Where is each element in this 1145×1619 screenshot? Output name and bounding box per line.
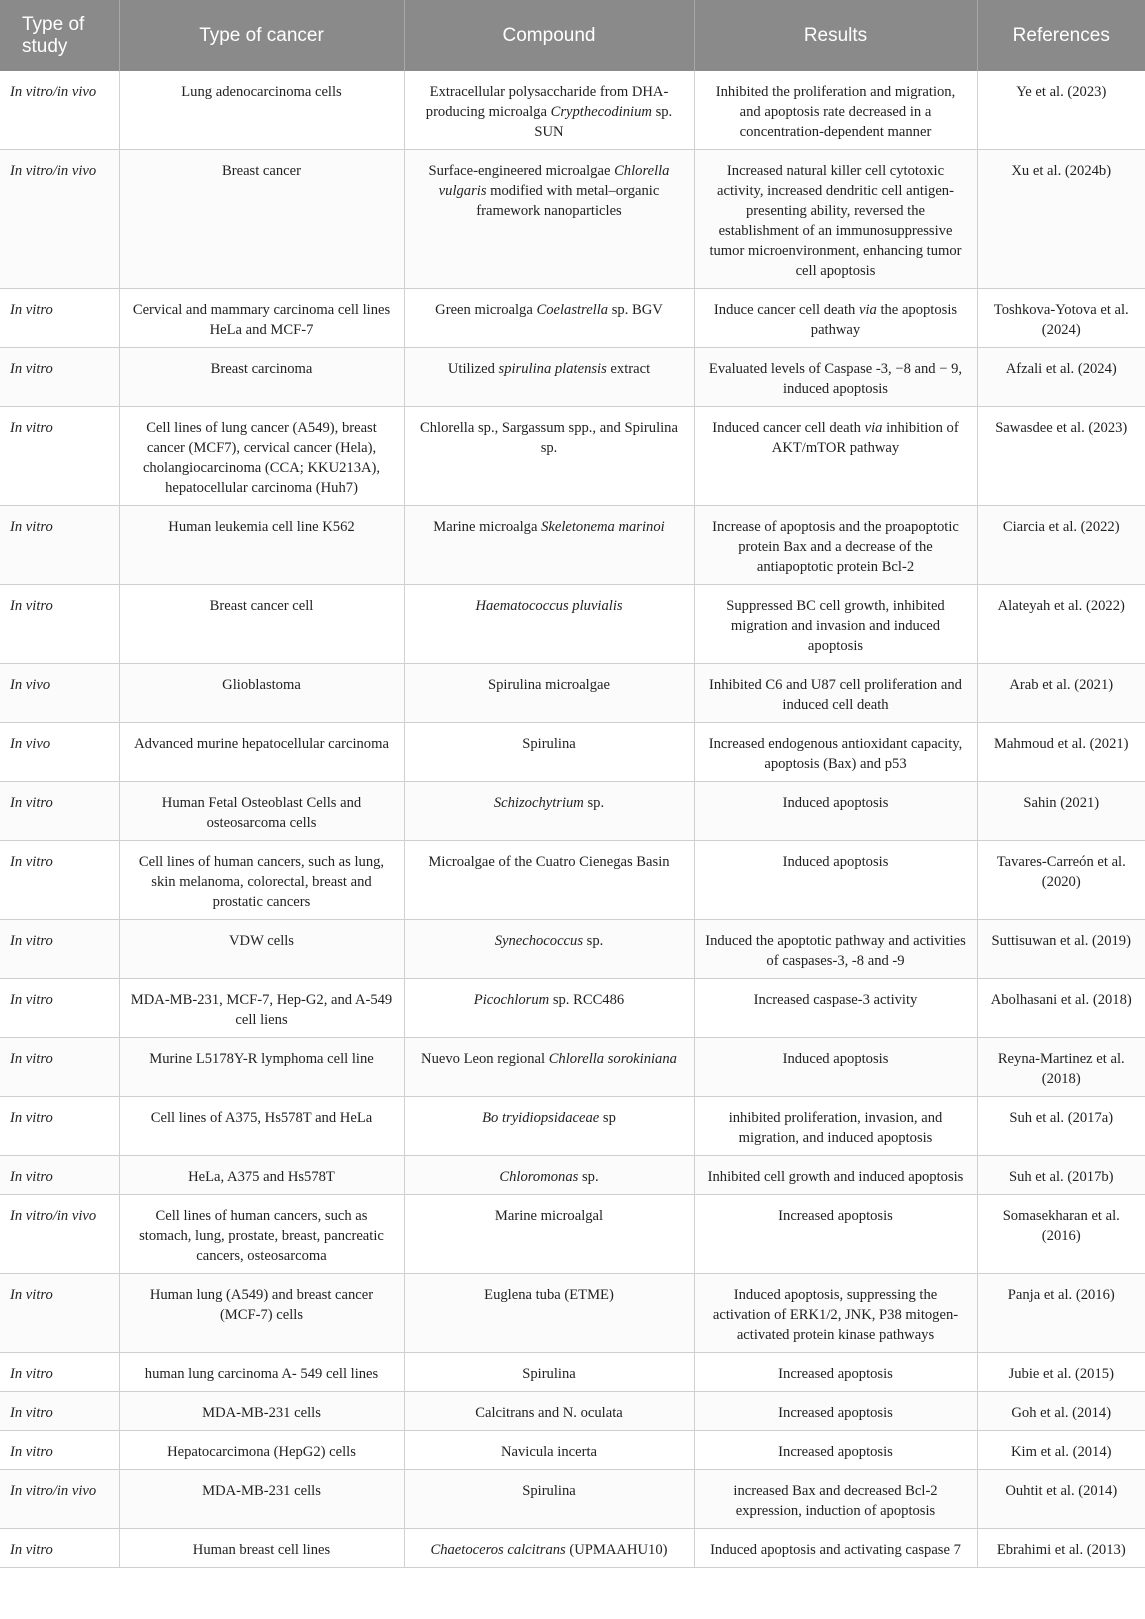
- table-row: [0, 1274, 1145, 1353]
- reference-cell: Suh et al. (2017b): [977, 1156, 1145, 1195]
- study-type-cell: In vitro/in vivo: [0, 71, 119, 150]
- study-type-cell: In vitro: [0, 1097, 119, 1156]
- reference-cell: Ebrahimi et al. (2013): [977, 1529, 1145, 1568]
- results-cell: [694, 1038, 977, 1097]
- header-compound: Compound: [404, 0, 694, 71]
- reference-cell: Kim et al. (2014): [977, 1431, 1145, 1470]
- compound-cell: [404, 1392, 694, 1431]
- compound-text: Navicula incerta: [500, 1444, 598, 1460]
- compound-cell: [404, 71, 694, 150]
- table-row: [0, 782, 1145, 841]
- results-text: Increase of apoptosis and the proapoptotic protein Bax and a decrease of the antiapoptotic protein Bcl-2: [712, 519, 959, 575]
- compound-text: Marine microalga: [433, 519, 542, 535]
- study-type-cell: In vitro: [0, 1353, 119, 1392]
- study-type-cell: In vitro: [0, 1274, 119, 1353]
- cancer-type-cell: Lung adenocarcinoma cells: [119, 71, 404, 150]
- table-row: [0, 664, 1145, 723]
- table-row: [0, 1353, 1145, 1392]
- cancer-type-cell: human lung carcinoma A- 549 cell lines: [119, 1353, 404, 1392]
- compound-text: Coelastrella: [536, 302, 609, 318]
- compound-cell: [404, 348, 694, 407]
- table-row: [0, 1195, 1145, 1274]
- compound-cell: [404, 150, 694, 289]
- results-cell: [694, 407, 977, 506]
- compound-cell: [404, 506, 694, 585]
- compound-cell: [404, 1274, 694, 1353]
- study-type-cell: In vitro: [0, 920, 119, 979]
- compound-text: Extracellular polysaccharide from DHA-producing microalga: [425, 84, 669, 120]
- compound-text: sp.: [583, 933, 604, 949]
- results-text: Induced cancer cell death: [712, 420, 865, 436]
- cancer-type-cell: VDW cells: [119, 920, 404, 979]
- compound-text: Chaetoceros calcitrans: [430, 1542, 566, 1558]
- results-cell: [694, 585, 977, 664]
- results-text: Evaluated levels of Caspase -3, −8 and − 9, induced apoptosis: [708, 361, 963, 397]
- results-text: via: [864, 420, 883, 436]
- header-references: References: [977, 0, 1145, 71]
- study-type-cell: In vitro: [0, 782, 119, 841]
- results-cell: [694, 782, 977, 841]
- study-type-cell: In vivo: [0, 664, 119, 723]
- results-cell: [694, 841, 977, 920]
- compound-text: extract: [606, 361, 651, 377]
- compound-text: Skeletonema marinoi: [541, 519, 665, 535]
- results-cell: [694, 1274, 977, 1353]
- cancer-type-cell: Breast cancer: [119, 150, 404, 289]
- compound-text: Spirulina microalgae: [488, 677, 610, 693]
- compound-cell: [404, 289, 694, 348]
- cancer-type-cell: MDA-MB-231 cells: [119, 1392, 404, 1431]
- results-text: Increased apoptosis: [778, 1405, 893, 1421]
- compound-cell: [404, 585, 694, 664]
- compound-text: sp: [599, 1110, 616, 1126]
- results-cell: [694, 150, 977, 289]
- compound-text: Spirulina: [522, 736, 576, 752]
- reference-cell: Mahmoud et al. (2021): [977, 723, 1145, 782]
- study-type-cell: In vitro: [0, 506, 119, 585]
- cancer-type-cell: Cell lines of human cancers, such as stomach, lung, prostate, breast, pancreatic cancers, osteosarcoma: [119, 1195, 404, 1274]
- compound-cell: [404, 1529, 694, 1568]
- results-text: Inhibited the proliferation and migration, and apoptosis rate decreased in a concentration-dependent manner: [715, 84, 956, 140]
- compound-text: sp.: [583, 795, 605, 811]
- header-results: Results: [694, 0, 977, 71]
- study-type-cell: In vitro: [0, 979, 119, 1038]
- study-type-cell: In vitro/in vivo: [0, 150, 119, 289]
- results-text: via: [858, 302, 877, 318]
- results-cell: [694, 289, 977, 348]
- table-row: [0, 1529, 1145, 1568]
- compound-cell: [404, 1431, 694, 1470]
- reference-cell: Reyna-Martinez et al. (2018): [977, 1038, 1145, 1097]
- results-text: Induced apoptosis and activating caspase 7: [710, 1542, 961, 1558]
- compound-cell: [404, 723, 694, 782]
- results-cell: [694, 1431, 977, 1470]
- results-text: inhibition of AKT/mTOR pathway: [771, 420, 959, 456]
- compound-text: (UPMAAHU10): [565, 1542, 668, 1558]
- header-row: [0, 0, 1145, 71]
- reference-cell: Ye et al. (2023): [977, 71, 1145, 150]
- reference-cell: Suh et al. (2017a): [977, 1097, 1145, 1156]
- cancer-type-cell: Advanced murine hepatocellular carcinoma: [119, 723, 404, 782]
- reference-cell: Sawasdee et al. (2023): [977, 407, 1145, 506]
- compound-text: Schizochytrium: [493, 795, 584, 811]
- table-row: [0, 1156, 1145, 1195]
- results-text: Inhibited C6 and U87 cell proliferation and induced cell death: [709, 677, 962, 713]
- table-row: [0, 585, 1145, 664]
- results-cell: [694, 1470, 977, 1529]
- study-type-cell: In vitro: [0, 1156, 119, 1195]
- compound-text: Microalgae of the Cuatro Cienegas Basin: [428, 854, 670, 870]
- results-cell: [694, 664, 977, 723]
- header-type-of-study: Type of study: [0, 0, 119, 71]
- table-row: [0, 1470, 1145, 1529]
- compound-text: sp. RCC486: [549, 992, 625, 1008]
- table-row: [0, 71, 1145, 150]
- study-type-cell: In vitro: [0, 1529, 119, 1568]
- compound-text: Euglena tuba (ETME): [484, 1287, 614, 1303]
- table-row: [0, 348, 1145, 407]
- cancer-type-cell: Breast carcinoma: [119, 348, 404, 407]
- compound-text: Chlorella vulgaris: [438, 163, 670, 199]
- reference-cell: Panja et al. (2016): [977, 1274, 1145, 1353]
- table-row: [0, 841, 1145, 920]
- cancer-type-cell: MDA-MB-231 cells: [119, 1470, 404, 1529]
- compound-cell: [404, 1038, 694, 1097]
- results-cell: [694, 723, 977, 782]
- reference-cell: Sahin (2021): [977, 782, 1145, 841]
- results-text: Increased apoptosis: [778, 1444, 893, 1460]
- results-text: Increased endogenous antioxidant capacity, apoptosis (Bax) and p53: [708, 736, 963, 772]
- results-cell: [694, 1195, 977, 1274]
- results-text: Increased apoptosis: [778, 1366, 893, 1382]
- compound-text: Bo tryidiopsidaceae: [482, 1110, 600, 1126]
- compound-cell: [404, 841, 694, 920]
- study-type-cell: In vitro: [0, 1431, 119, 1470]
- compound-text: Haematococcus pluvialis: [475, 598, 623, 614]
- cancer-type-cell: Human breast cell lines: [119, 1529, 404, 1568]
- compound-text: Synechococcus: [494, 933, 584, 949]
- compound-text: Chlorella sorokiniana: [548, 1051, 677, 1067]
- table-row: [0, 289, 1145, 348]
- study-type-cell: In vitro: [0, 585, 119, 664]
- compound-cell: [404, 664, 694, 723]
- cancer-type-cell: Human lung (A549) and breast cancer (MCF-7) cells: [119, 1274, 404, 1353]
- compound-cell: [404, 407, 694, 506]
- results-text: increased Bax and decreased Bcl-2 expression, induction of apoptosis: [733, 1483, 938, 1519]
- compound-text: Crypthecodinium: [550, 104, 652, 120]
- table-row: [0, 150, 1145, 289]
- compound-text: spirulina platensis: [498, 361, 607, 377]
- compound-text: Spirulina: [522, 1483, 576, 1499]
- results-cell: [694, 1097, 977, 1156]
- cancer-type-cell: MDA-MB-231, MCF-7, Hep-G2, and A-549 cell liens: [119, 979, 404, 1038]
- results-cell: [694, 1353, 977, 1392]
- results-cell: [694, 1392, 977, 1431]
- reference-cell: Suttisuwan et al. (2019): [977, 920, 1145, 979]
- compound-text: Surface-engineered microalgae: [428, 163, 615, 179]
- results-cell: [694, 348, 977, 407]
- table-row: [0, 1431, 1145, 1470]
- compound-cell: [404, 1470, 694, 1529]
- reference-cell: Goh et al. (2014): [977, 1392, 1145, 1431]
- compound-text: Calcitrans and N. oculata: [475, 1405, 623, 1421]
- cancer-type-cell: HeLa, A375 and Hs578T: [119, 1156, 404, 1195]
- compound-text: Marine microalgal: [494, 1208, 604, 1224]
- compound-cell: [404, 1156, 694, 1195]
- results-text: Induced apoptosis: [782, 1051, 889, 1067]
- cancer-type-cell: Cell lines of human cancers, such as lung, skin melanoma, colorectal, breast and prostatic cancers: [119, 841, 404, 920]
- results-text: Inhibited cell growth and induced apoptosis: [707, 1169, 964, 1185]
- results-text: Induce cancer cell death: [713, 302, 859, 318]
- table-row: [0, 979, 1145, 1038]
- cancer-type-cell: Glioblastoma: [119, 664, 404, 723]
- results-cell: [694, 920, 977, 979]
- compound-cell: [404, 979, 694, 1038]
- cancer-type-cell: Breast cancer cell: [119, 585, 404, 664]
- table-row: [0, 1392, 1145, 1431]
- table-row: [0, 1038, 1145, 1097]
- table-row: [0, 407, 1145, 506]
- compound-text: Spirulina: [522, 1366, 576, 1382]
- table-row: [0, 920, 1145, 979]
- compound-text: Chloromonas: [499, 1169, 579, 1185]
- cancer-type-cell: Human Fetal Osteoblast Cells and osteosarcoma cells: [119, 782, 404, 841]
- results-text: Induced the apoptotic pathway and activities of caspases-3, -8 and -9: [705, 933, 966, 969]
- results-text: Suppressed BC cell growth, inhibited migration and invasion and induced apoptosis: [726, 598, 945, 654]
- cancer-type-cell: Cervical and mammary carcinoma cell lines HeLa and MCF-7: [119, 289, 404, 348]
- table-row: [0, 1097, 1145, 1156]
- study-type-cell: In vitro/in vivo: [0, 1470, 119, 1529]
- compound-cell: [404, 920, 694, 979]
- compound-text: Nuevo Leon regional: [421, 1051, 549, 1067]
- cancer-type-cell: Hepatocarcimona (HepG2) cells: [119, 1431, 404, 1470]
- study-type-cell: In vitro: [0, 1392, 119, 1431]
- reference-cell: Alateyah et al. (2022): [977, 585, 1145, 664]
- compound-cell: [404, 1353, 694, 1392]
- study-type-cell: In vitro: [0, 348, 119, 407]
- table-row: [0, 506, 1145, 585]
- reference-cell: Xu et al. (2024b): [977, 150, 1145, 289]
- study-type-cell: In vitro: [0, 407, 119, 506]
- results-text: Induced apoptosis, suppressing the activation of ERK1/2, JNK, P38 mitogen-activated protein kinase pathways: [712, 1287, 959, 1343]
- results-text: inhibited proliferation, invasion, and migration, and induced apoptosis: [728, 1110, 943, 1146]
- compound-text: Green microalga: [435, 302, 537, 318]
- study-type-cell: In vitro: [0, 289, 119, 348]
- results-text: Increased caspase-3 activity: [753, 992, 918, 1008]
- cancer-type-cell: Human leukemia cell line K562: [119, 506, 404, 585]
- compound-cell: [404, 1097, 694, 1156]
- table-row: [0, 723, 1145, 782]
- reference-cell: Afzali et al. (2024): [977, 348, 1145, 407]
- compound-text: modified with metal–organic framework nanoparticles: [476, 183, 660, 219]
- study-type-cell: In vitro: [0, 1038, 119, 1097]
- reference-cell: Toshkova-Yotova et al. (2024): [977, 289, 1145, 348]
- compound-cell: [404, 1195, 694, 1274]
- results-cell: [694, 1156, 977, 1195]
- reference-cell: Tavares-Carreón et al. (2020): [977, 841, 1145, 920]
- compound-text: Picochlorum: [473, 992, 550, 1008]
- results-text: Induced apoptosis: [782, 795, 889, 811]
- results-cell: [694, 1529, 977, 1568]
- study-type-cell: In vitro: [0, 841, 119, 920]
- compound-text: Utilized: [447, 361, 499, 377]
- compound-text: Chlorella sp., Sargassum spp., and Spirulina sp.: [420, 420, 678, 456]
- cancer-type-cell: Cell lines of lung cancer (A549), breast cancer (MCF7), cervical cancer (Hela), cholangiocarcinoma (CCA; KKU213A), hepatocellular carcinoma (Huh7): [119, 407, 404, 506]
- results-text: Increased apoptosis: [778, 1208, 893, 1224]
- results-text: Increased natural killer cell cytotoxic activity, increased dendritic cell antigen-presenting ability, reversed the establishment of an immunosuppressive tumor microenvironment, enhancing tumor cell apoptosis: [709, 163, 962, 279]
- results-cell: [694, 506, 977, 585]
- reference-cell: Ciarcia et al. (2022): [977, 506, 1145, 585]
- results-text: Induced apoptosis: [782, 854, 889, 870]
- reference-cell: Abolhasani et al. (2018): [977, 979, 1145, 1038]
- reference-cell: Somasekharan et al. (2016): [977, 1195, 1145, 1274]
- compound-text: sp.: [578, 1169, 599, 1185]
- reference-cell: Ouhtit et al. (2014): [977, 1470, 1145, 1529]
- results-text: the apoptosis pathway: [810, 302, 958, 338]
- cancer-type-cell: Murine L5178Y-R lymphoma cell line: [119, 1038, 404, 1097]
- study-type-cell: In vivo: [0, 723, 119, 782]
- study-type-cell: In vitro/in vivo: [0, 1195, 119, 1274]
- compound-text: sp. SUN: [534, 104, 673, 140]
- results-cell: [694, 71, 977, 150]
- cancer-type-cell: Cell lines of A375, Hs578T and HeLa: [119, 1097, 404, 1156]
- reference-cell: Arab et al. (2021): [977, 664, 1145, 723]
- reference-cell: Jubie et al. (2015): [977, 1353, 1145, 1392]
- results-cell: [694, 979, 977, 1038]
- compound-text: sp. BGV: [608, 302, 663, 318]
- compound-cell: [404, 782, 694, 841]
- header-type-of-cancer: Type of cancer: [119, 0, 404, 71]
